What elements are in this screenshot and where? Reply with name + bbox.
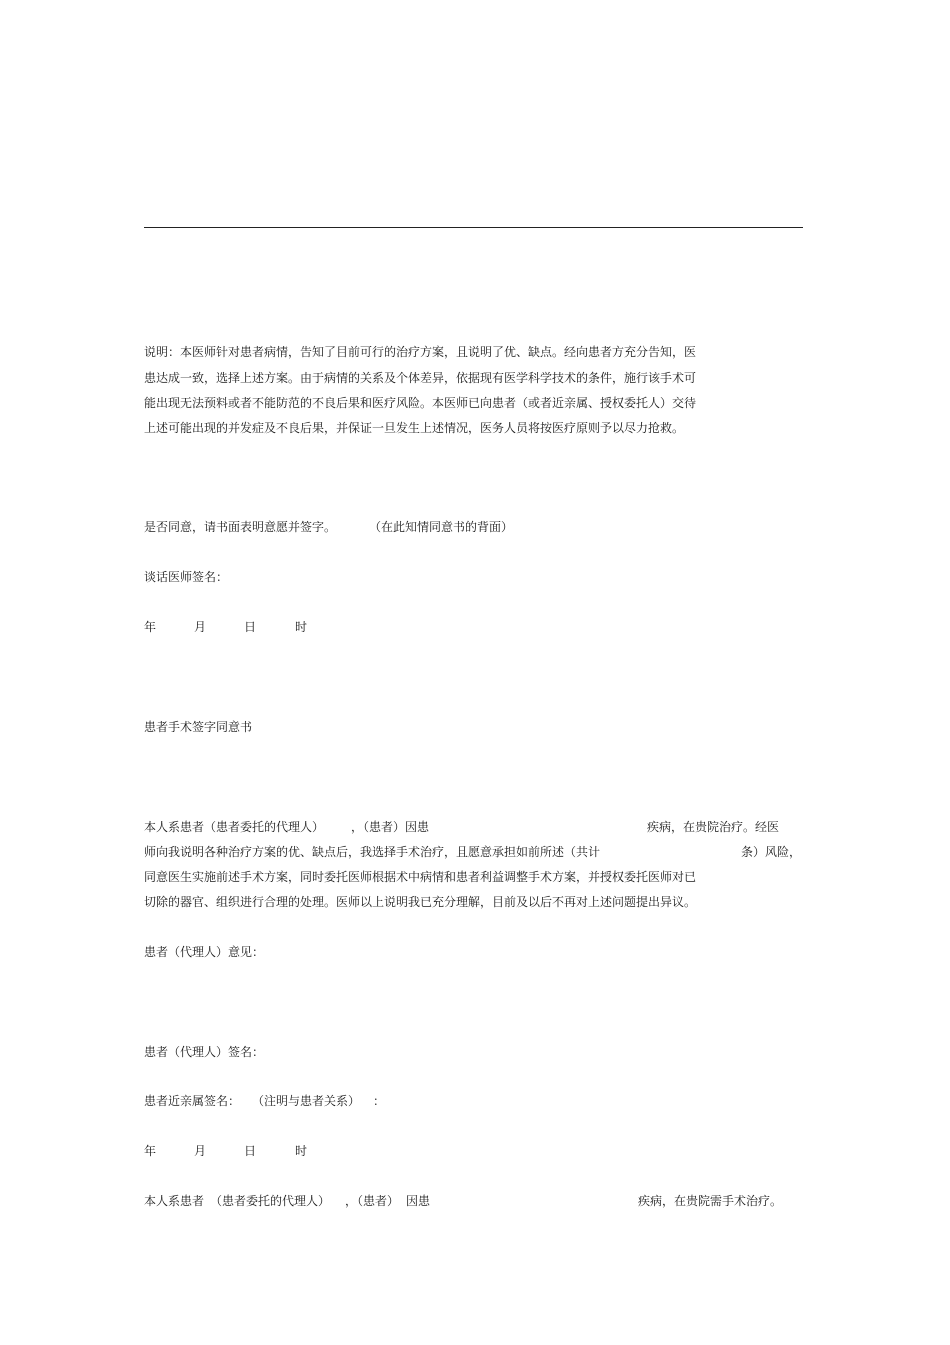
relative-signature-note: （注明与患者关系） bbox=[252, 1094, 361, 1108]
date-month: 月 bbox=[194, 620, 207, 634]
section-title: 患者手术签字同意书 bbox=[144, 720, 253, 734]
statement-text: 切除的器官、组织进行合理的处理。医师以上说明我已充分理解，目前及以后不再对上述问题提出异议。 bbox=[144, 895, 697, 909]
statement-text: 同意医生实施前述手术方案，同时委托医师根据术中病情和患者利益调整手术方案，并授权委托医师对已 bbox=[144, 870, 697, 884]
explanation-line: 能出现无法预料或者不能防范的不良后果和医疗风险。本医师已向患者（或者近亲属、授权委托人）交待 bbox=[144, 396, 697, 410]
relative-signature-colon: ： bbox=[373, 1094, 386, 1108]
statement2-text: ，（患者） bbox=[345, 1194, 400, 1208]
statement-text: 本人系患者（患者委托的代理人） bbox=[144, 820, 325, 834]
consent-prompt-note: （在此知情同意书的背面） bbox=[369, 520, 514, 534]
explanation-line: 患达成一致，选择上述方案。由于病情的关系及个体差异，依据现有医学科学技术的条件，施行该手术可 bbox=[144, 371, 697, 385]
date-year: 年 bbox=[144, 1144, 157, 1158]
date-hour: 时 bbox=[295, 620, 308, 634]
relative-signature-label: 患者近亲属签名： bbox=[144, 1094, 241, 1108]
explanation-line: 上述可能出现的并发症及不良后果，并保证一旦发生上述情况，医务人员将按医疗原则予以尽力抢救。 bbox=[144, 421, 685, 435]
date-month: 月 bbox=[194, 1144, 207, 1158]
date-hour: 时 bbox=[295, 1144, 308, 1158]
doctor-signature-label: 谈话医师签名： bbox=[144, 570, 229, 584]
date-day: 日 bbox=[244, 620, 257, 634]
patient-opinion-label: 患者（代理人）意见： bbox=[144, 945, 265, 959]
header-rule bbox=[144, 227, 803, 228]
patient-signature-label: 患者（代理人）签名： bbox=[144, 1045, 265, 1059]
consent-prompt: 是否同意，请书面表明意愿并签字。 bbox=[144, 520, 337, 534]
statement2-text: 疾病，在贵院需手术治疗。 bbox=[638, 1194, 783, 1208]
statement2-text: （患者委托的代理人） bbox=[210, 1194, 331, 1208]
date-day: 日 bbox=[244, 1144, 257, 1158]
date-year: 年 bbox=[144, 620, 157, 634]
statement2-text: 因患 bbox=[406, 1194, 431, 1208]
statement-text: 师向我说明各种治疗方案的优、缺点后，我选择手术治疗，且愿意承担如前所述（共计 bbox=[144, 845, 601, 859]
explanation-line: 说明：本医师针对患者病情，告知了目前可行的治疗方案，且说明了优、缺点。经向患者方充分告知，医 bbox=[144, 345, 697, 359]
statement-text: ，（患者）因患 bbox=[351, 820, 430, 834]
statement-text: 疾病，在贵院治疗。经医 bbox=[647, 820, 780, 834]
statement-text: 条）风险， bbox=[741, 845, 802, 859]
statement2-text: 本人系患者 bbox=[144, 1194, 205, 1208]
